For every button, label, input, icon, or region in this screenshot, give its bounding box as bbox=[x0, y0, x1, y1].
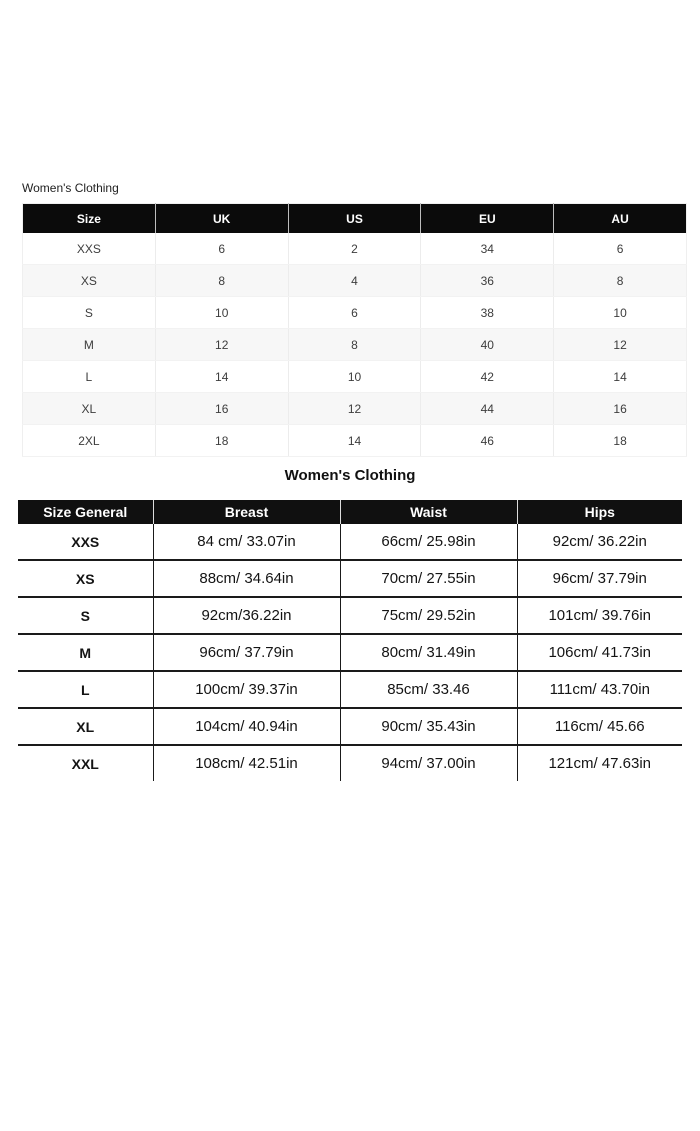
breast-cell: 108cm/ 42.51in bbox=[153, 745, 340, 781]
table-cell: 14 bbox=[155, 361, 288, 393]
waist-cell: 66cm/ 25.98in bbox=[340, 524, 517, 560]
size-cell: S bbox=[23, 297, 156, 329]
size-cell: XXL bbox=[18, 745, 153, 781]
table-cell: 46 bbox=[421, 425, 554, 457]
waist-cell: 90cm/ 35.43in bbox=[340, 708, 517, 745]
size-cell: L bbox=[18, 671, 153, 708]
column-header-uk: UK bbox=[155, 204, 288, 234]
table-row bbox=[18, 597, 682, 634]
table-cell: 6 bbox=[155, 233, 288, 265]
table-row bbox=[23, 361, 687, 393]
size-cell: M bbox=[18, 634, 153, 671]
hips-cell: 92cm/ 36.22in bbox=[517, 524, 682, 560]
table-row bbox=[18, 524, 682, 560]
waist-cell: 94cm/ 37.00in bbox=[340, 745, 517, 781]
size-cell: XL bbox=[23, 393, 156, 425]
measurement-table bbox=[18, 500, 682, 781]
waist-cell: 70cm/ 27.55in bbox=[340, 560, 517, 597]
hips-cell: 96cm/ 37.79in bbox=[517, 560, 682, 597]
size-cell: XS bbox=[18, 560, 153, 597]
table-cell: 12 bbox=[288, 393, 421, 425]
size-cell: M bbox=[23, 329, 156, 361]
table-cell: 16 bbox=[554, 393, 687, 425]
table-row bbox=[18, 671, 682, 708]
table-cell: 2 bbox=[288, 233, 421, 265]
size-cell: 2XL bbox=[23, 425, 156, 457]
table-cell: 38 bbox=[421, 297, 554, 329]
table-cell: 12 bbox=[554, 329, 687, 361]
breast-cell: 88cm/ 34.64in bbox=[153, 560, 340, 597]
table-cell: 36 bbox=[421, 265, 554, 297]
conversion-table-label: Women's Clothing bbox=[22, 181, 119, 195]
hips-cell: 116cm/ 45.66 bbox=[517, 708, 682, 745]
size-cell: S bbox=[18, 597, 153, 634]
breast-cell: 92cm/36.22in bbox=[153, 597, 340, 634]
size-cell: XXS bbox=[18, 524, 153, 560]
size-chart-page bbox=[0, 181, 700, 1131]
column-header-eu: EU bbox=[421, 204, 554, 234]
table-cell: 16 bbox=[155, 393, 288, 425]
conversion-table-body bbox=[23, 233, 687, 457]
table-cell: 6 bbox=[554, 233, 687, 265]
conversion-table-head bbox=[23, 204, 687, 234]
hips-cell: 101cm/ 39.76in bbox=[517, 597, 682, 634]
table-row bbox=[23, 265, 687, 297]
measurement-table-body bbox=[18, 524, 682, 781]
table-cell: 14 bbox=[288, 425, 421, 457]
table-row bbox=[18, 708, 682, 745]
column-header-size-general: Size General bbox=[18, 500, 153, 524]
table-cell: 4 bbox=[288, 265, 421, 297]
column-header-us: US bbox=[288, 204, 421, 234]
table-cell: 12 bbox=[155, 329, 288, 361]
column-header-hips: Hips bbox=[517, 500, 682, 524]
breast-cell: 96cm/ 37.79in bbox=[153, 634, 340, 671]
size-cell: XL bbox=[18, 708, 153, 745]
table-cell: 10 bbox=[288, 361, 421, 393]
table-cell: 10 bbox=[554, 297, 687, 329]
table-cell: 14 bbox=[554, 361, 687, 393]
table-row bbox=[18, 745, 682, 781]
table-cell: 34 bbox=[421, 233, 554, 265]
table-cell: 8 bbox=[288, 329, 421, 361]
hips-cell: 121cm/ 47.63in bbox=[517, 745, 682, 781]
table-row bbox=[23, 297, 687, 329]
table-cell: 8 bbox=[155, 265, 288, 297]
table-cell: 44 bbox=[421, 393, 554, 425]
size-cell: L bbox=[23, 361, 156, 393]
size-cell: XS bbox=[23, 265, 156, 297]
waist-cell: 80cm/ 31.49in bbox=[340, 634, 517, 671]
hips-cell: 111cm/ 43.70in bbox=[517, 671, 682, 708]
table-cell: 42 bbox=[421, 361, 554, 393]
table-row bbox=[23, 425, 687, 457]
breast-cell: 84 cm/ 33.07in bbox=[153, 524, 340, 560]
table-cell: 10 bbox=[155, 297, 288, 329]
table-cell: 6 bbox=[288, 297, 421, 329]
table-row bbox=[23, 233, 687, 265]
table-cell: 40 bbox=[421, 329, 554, 361]
column-header-waist: Waist bbox=[340, 500, 517, 524]
table-row bbox=[23, 393, 687, 425]
table-cell: 18 bbox=[155, 425, 288, 457]
size-cell: XXS bbox=[23, 233, 156, 265]
column-header-breast: Breast bbox=[153, 500, 340, 524]
hips-cell: 106cm/ 41.73in bbox=[517, 634, 682, 671]
breast-cell: 104cm/ 40.94in bbox=[153, 708, 340, 745]
table-cell: 8 bbox=[554, 265, 687, 297]
column-header-au: AU bbox=[554, 204, 687, 234]
measurement-table-head bbox=[18, 500, 682, 524]
conversion-table bbox=[22, 203, 687, 457]
measurement-table-title: Women's Clothing bbox=[284, 467, 416, 484]
waist-cell: 75cm/ 29.52in bbox=[340, 597, 517, 634]
waist-cell: 85cm/ 33.46 bbox=[340, 671, 517, 708]
table-row bbox=[18, 634, 682, 671]
table-cell: 18 bbox=[554, 425, 687, 457]
table-header-row bbox=[23, 204, 687, 234]
breast-cell: 100cm/ 39.37in bbox=[153, 671, 340, 708]
table-header-row bbox=[18, 500, 682, 524]
table-row bbox=[18, 560, 682, 597]
column-header-size: Size bbox=[23, 204, 156, 234]
table-row bbox=[23, 329, 687, 361]
